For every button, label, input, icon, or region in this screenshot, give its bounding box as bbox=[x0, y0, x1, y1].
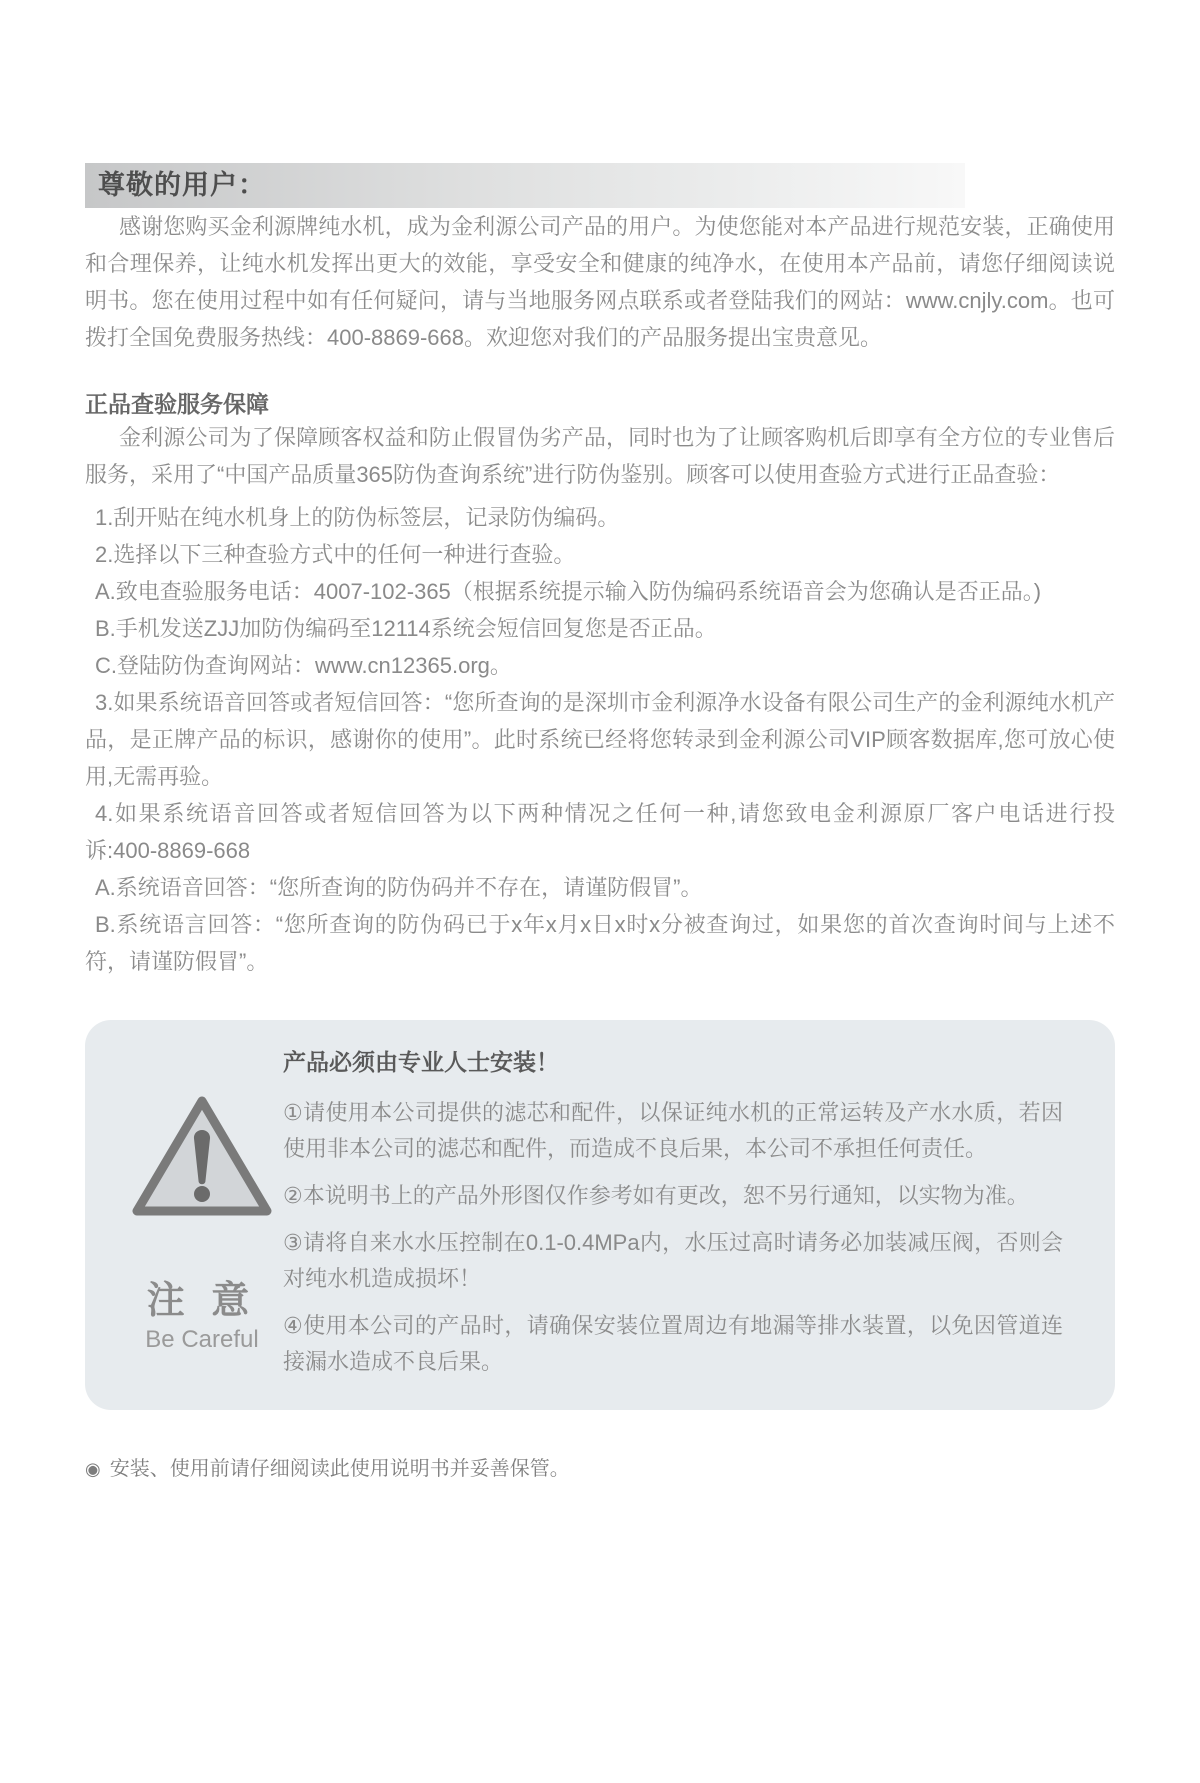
caution-label-cn: 注 意 bbox=[146, 1280, 258, 1322]
caution-label-en: Be Careful bbox=[145, 1326, 259, 1353]
verify-section-title: 正品查验服务保障 bbox=[85, 391, 269, 417]
list-item: A.致电查验服务电话：4007-102-365（根据系统提示输入防伪编码系统语音会为您确认是否正品。) bbox=[95, 579, 1042, 604]
list-item: B.手机发送ZJJ加防伪编码至12114系统会短信回复您是否正品。 bbox=[95, 616, 717, 641]
list-item: 2.选择以下三种查验方式中的任何一种进行查验。 bbox=[95, 542, 576, 567]
verify-steps-list bbox=[85, 499, 1115, 980]
caution-box bbox=[85, 1020, 1115, 1410]
caution-title: 产品必须由专业人士安装！ bbox=[283, 1049, 559, 1075]
list-item: C.登陆防伪查询网站：www.cn12365.org。 bbox=[95, 653, 512, 678]
caution-content bbox=[283, 1044, 1063, 1380]
list-item: 3.如果系统语音回答或者短信回答：“您所查询的是深圳市金利源净水设备有限公司生产的金利源纯水机产品，是正牌产品的标识，感谢你的使用”。此时系统已经将您转录到金利源公司VIP顾客数据库,您可放心使用,无需再验。 bbox=[85, 690, 1115, 789]
list-item: 1.刮开贴在纯水机身上的防伪标签层，记录防伪编码。 bbox=[95, 505, 620, 530]
page-title: 尊敬的用户： bbox=[98, 170, 266, 200]
caution-icon-column bbox=[123, 1092, 281, 1354]
caution-item: ①请使用本公司提供的滤芯和配件，以保证纯水机的正常运转及产水水质，若因使用非本公司的滤芯和配件，而造成不良后果，本公司不承担任何责任。 bbox=[283, 1100, 1063, 1161]
fisheye-bullet-icon: ◉ bbox=[85, 1459, 101, 1479]
caution-item: ④使用本公司的产品时，请确保安装位置周边有地漏等排水装置，以免因管道连接漏水造成不良后果。 bbox=[283, 1313, 1063, 1374]
caution-item: ③请将自来水水压控制在0.1-0.4MPa内，水压过高时请务必加装减压阀，否则会对纯水机造成损坏！ bbox=[283, 1230, 1063, 1291]
dear-user-header-bar bbox=[85, 163, 965, 208]
list-item: A.系统语音回答：“您所查询的防伪码并不存在，请谨防假冒”。 bbox=[95, 875, 703, 900]
footer-note-text: 安装、使用前请仔细阅读此使用说明书并妥善保管。 bbox=[109, 1458, 570, 1480]
list-item: 4.如果系统语音回答或者短信回答为以下两种情况之任何一种,请您致电金利源原厂客户电话进行投诉:400-8869-668 bbox=[85, 801, 1115, 863]
footer-note bbox=[85, 1452, 1115, 1481]
verify-intro-paragraph: 金利源公司为了保障顾客权益和防止假冒伪劣产品，同时也为了让顾客购机后即享有全方位的专业售后服务，采用了“中国产品质量365防伪查询系统”进行防伪鉴别。顾客可以使用查验方式进行正品查验： bbox=[85, 425, 1115, 487]
warning-triangle-icon bbox=[127, 1092, 277, 1220]
caution-item: ②本说明书上的产品外形图仅作参考如有更改，恕不另行通知，以实物为准。 bbox=[283, 1183, 1029, 1208]
intro-paragraph: 感谢您购买金利源牌纯水机，成为金利源公司产品的用户。为使您能对本产品进行规范安装，正确使用和合理保养，让纯水机发挥出更大的效能，享受安全和健康的纯净水，在使用本产品前，请您仔细阅读说明书。您在使用过程中如有任何疑问，请与当地服务网点联系或者登陆我们的网站：www.cnjly.com。也可拨打全国免费服务热线：400-8869-668。欢迎您对我们的产品服务提出宝贵意见。 bbox=[85, 214, 1115, 350]
list-item: B.系统语言回答：“您所查询的防伪码已于x年x月x日x时x分被查询过，如果您的首次查询时间与上述不符，请谨防假冒”。 bbox=[85, 912, 1115, 974]
